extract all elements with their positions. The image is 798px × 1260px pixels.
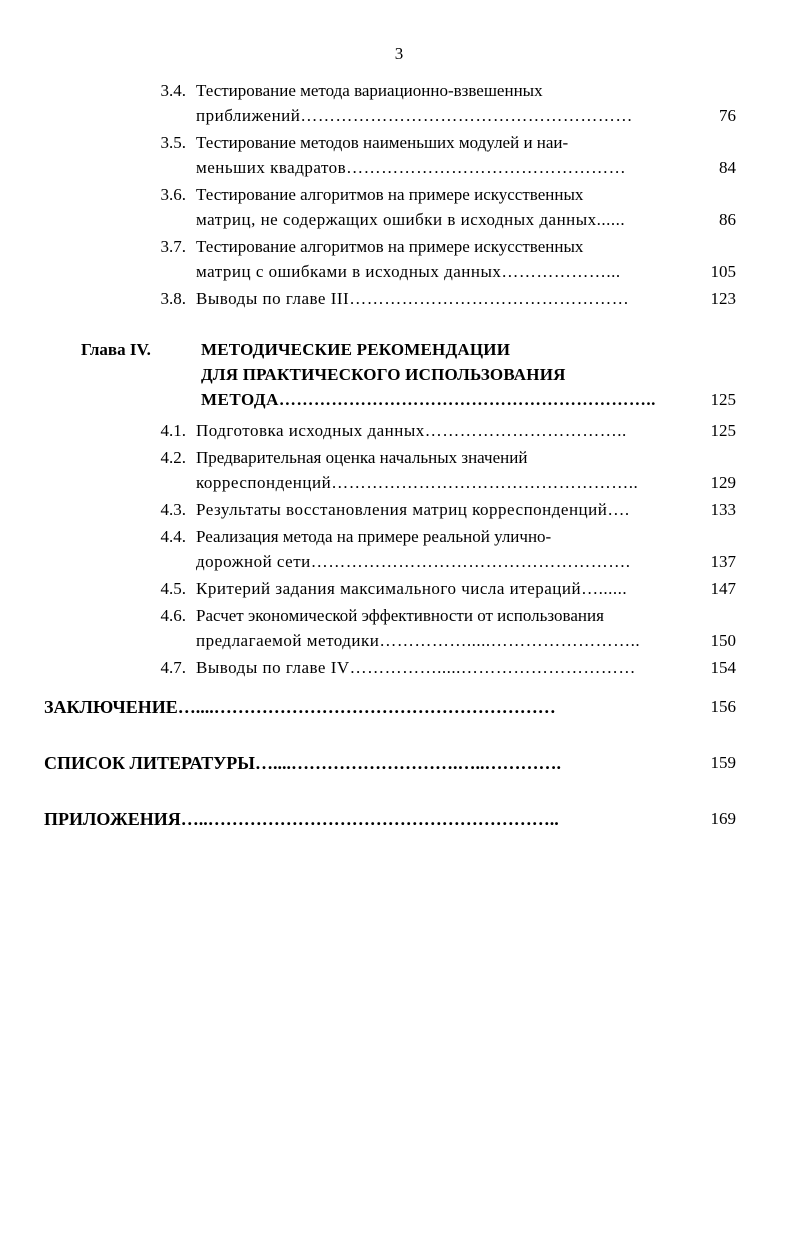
- toc-entry: [76, 445, 736, 495]
- toc-major-title: ЗАКЛЮЧЕНИЕ…....…………………………………………………: [44, 697, 556, 717]
- toc-entry-page: 129: [710, 473, 736, 492]
- toc-major-entry: [44, 806, 736, 832]
- toc-entry-number: 4.4.: [160, 527, 186, 546]
- toc-entry-line: дорожной сети……………………………………………….: [196, 552, 631, 571]
- toc-entry-title: [196, 130, 674, 180]
- toc-entry-page: 123: [710, 289, 736, 308]
- toc-entry-line: Подготовка исходных данных……………………………..: [196, 421, 627, 440]
- toc-chapter-line: МЕТОДА………………………………………………………..: [201, 390, 656, 409]
- toc-entry-line: Предварительная оценка начальных значений: [196, 448, 528, 467]
- toc-entry-title: [196, 286, 674, 311]
- toc-entry-line: матриц, не содержащих ошибки в исходных данных......: [196, 210, 626, 229]
- toc-entry-line: приближений…………………………………………………: [196, 106, 633, 125]
- toc-entry: [76, 286, 736, 311]
- toc-entry-page: 76: [719, 106, 736, 125]
- toc-entry-line: Тестирование алгоритмов на примере искусственных: [196, 185, 584, 204]
- toc-entry: [76, 418, 736, 443]
- toc-entry-line: Тестирование алгоритмов на примере искусственных: [196, 237, 584, 256]
- toc-major-page: 159: [710, 753, 736, 772]
- toc-chapter-title: [201, 337, 674, 412]
- toc-entry: [76, 234, 736, 284]
- toc-entry-line: Тестирование метода вариационно-взвешенных: [196, 81, 543, 100]
- toc-entry-number: 3.7.: [160, 237, 186, 256]
- toc-entry-line: меньших квадратов…………………………………………: [196, 158, 627, 177]
- toc-chapter-entry: [76, 337, 736, 412]
- toc-major-entry: [44, 750, 736, 776]
- toc-entry-page: 150: [710, 631, 736, 650]
- toc-entry: [76, 497, 736, 522]
- toc-entry-page: 125: [710, 421, 736, 440]
- toc-entry: [76, 576, 736, 601]
- toc-entry-title: [196, 182, 674, 232]
- toc-entry-title: [196, 524, 674, 574]
- toc-major-title: СПИСОК ЛИТЕРАТУРЫ…....……………………….…..………….: [44, 753, 561, 773]
- toc-entry: [76, 182, 736, 232]
- toc-entry-number: 4.1.: [160, 421, 186, 440]
- toc-entry-line: предлагаемой методики…………….....……………………..: [196, 631, 641, 650]
- toc-major-sections: [44, 664, 736, 832]
- toc-entry-page: 154: [710, 658, 736, 677]
- toc-entry-line: Результаты восстановления матриц корреспонденций….: [196, 500, 630, 519]
- table-of-contents: [76, 78, 736, 682]
- toc-entry-number: 4.7.: [160, 658, 186, 677]
- toc-entry-page: 137: [710, 552, 736, 571]
- toc-entry-title: [196, 576, 674, 601]
- toc-entry-title: [196, 234, 674, 284]
- toc-entry: [76, 524, 736, 574]
- toc-major-page: 169: [710, 809, 736, 828]
- toc-entry-number: 3.4.: [160, 81, 186, 100]
- toc-entry-number: 4.6.: [160, 606, 186, 625]
- toc-entry-page: 86: [719, 210, 736, 229]
- toc-entry-page: 133: [710, 500, 736, 519]
- toc-entry-title: [196, 603, 674, 653]
- toc-entry-line: Выводы по главе III…………………………………………: [196, 289, 630, 308]
- toc-entry-number: 3.8.: [160, 289, 186, 308]
- toc-entry: [76, 78, 736, 128]
- toc-chapter-page: 125: [710, 390, 736, 409]
- toc-entry-number: 3.6.: [160, 185, 186, 204]
- toc-entry-number: 3.5.: [160, 133, 186, 152]
- toc-chapter-line: ДЛЯ ПРАКТИЧЕСКОГО ИСПОЛЬЗОВАНИЯ: [201, 365, 566, 384]
- toc-entry-page: 84: [719, 158, 736, 177]
- toc-entry: [76, 603, 736, 653]
- toc-entry-page: 147: [710, 579, 736, 598]
- toc-entry-title: [196, 78, 674, 128]
- toc-chapter-line: МЕТОДИЧЕСКИЕ РЕКОМЕНДАЦИИ: [201, 340, 511, 359]
- toc-entry-number: 4.5.: [160, 579, 186, 598]
- toc-entry-title: [196, 418, 674, 443]
- toc-entry-line: Расчет экономической эффективности от использования: [196, 606, 604, 625]
- toc-entry-line: матриц с ошибками в исходных данных………………...: [196, 262, 621, 281]
- toc-major-title: ПРИЛОЖЕНИЯ…..…………………………………………………..: [44, 809, 559, 829]
- toc-entry-line: Критерий задания максимального числа итераций…......: [196, 579, 628, 598]
- toc-entry-line: корреспонденций……………………………………………..: [196, 473, 639, 492]
- toc-entry-line: Выводы по главе IV…………….....…………………………: [196, 658, 636, 677]
- toc-entry-number: 4.2.: [160, 448, 186, 467]
- page-number: 3: [394, 44, 404, 63]
- toc-major-page: 156: [710, 697, 736, 716]
- toc-entry-line: Реализация метода на примере реальной улично-: [196, 527, 552, 546]
- toc-chapter-label: Глава IV.: [81, 340, 151, 359]
- toc-entry-page: 105: [710, 262, 736, 281]
- toc-entry-title: [196, 445, 674, 495]
- toc-entry-title: [196, 497, 674, 522]
- toc-entry-number: 4.3.: [160, 500, 186, 519]
- toc-entry-line: Тестирование методов наименьших модулей и наи-: [196, 133, 569, 152]
- toc-major-entry: [44, 694, 736, 720]
- toc-entry: [76, 130, 736, 180]
